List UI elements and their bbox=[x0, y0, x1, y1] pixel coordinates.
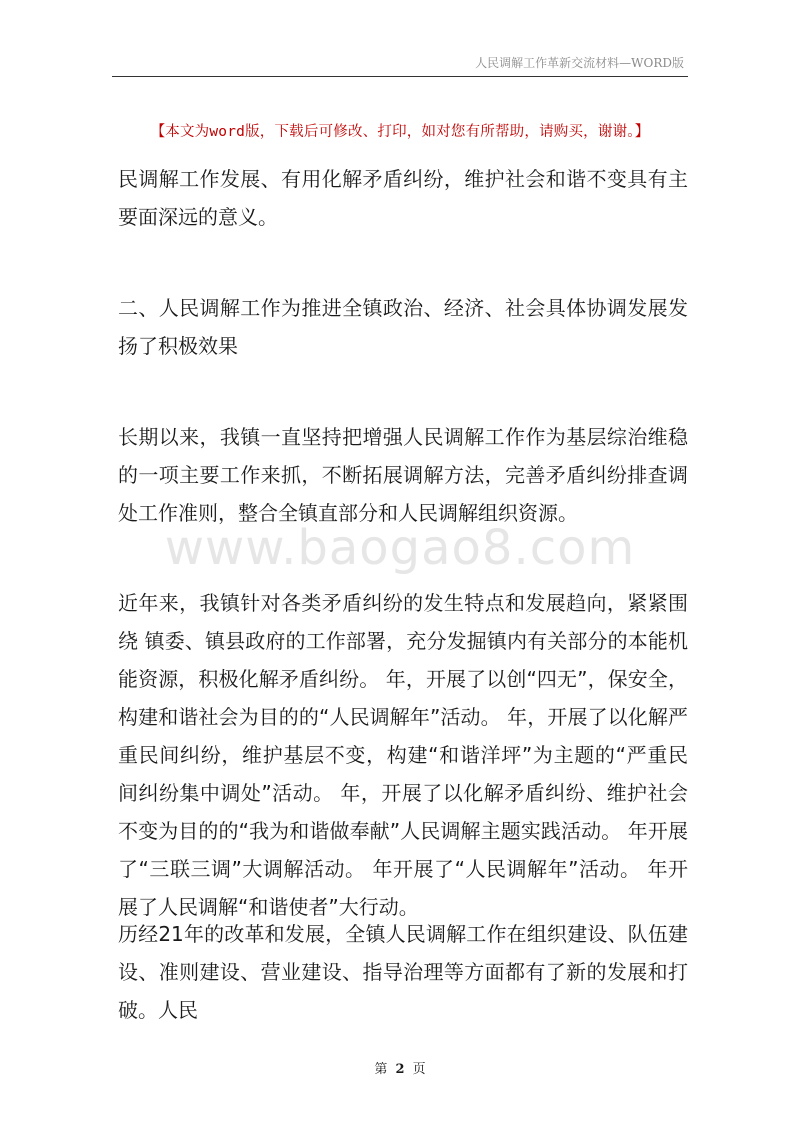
section-heading-text: 二、人民调解工作为推进全镇政治、经济、社会具体协调发展发扬了积极效果 bbox=[118, 296, 688, 358]
paragraph-text: 长期以来，我镇一直坚持把增强人民调解工作作为基层综治维稳的一项主要工作来抓，不断拓展调解方法，完善矛盾纠纷排查调处工作准则，整合全镇直部分和人民调解组织资源。 bbox=[118, 425, 688, 525]
paragraph-5 bbox=[118, 915, 688, 1029]
page-footer bbox=[0, 1058, 800, 1077]
page-number: 2 bbox=[395, 1062, 405, 1077]
watermark-text: www.baogao8.com bbox=[164, 520, 636, 576]
paragraph-text: 历经21年的改革和发展，全镇人民调解工作在组织建设、队伍建设、准则建设、营业建设、指导治理等方面都有了新的发展和打破。人民 bbox=[118, 922, 688, 1022]
paragraph-text: 近年来，我镇针对各类矛盾纠纷的发生特点和发展趋向，紧紧围绕 镇委、镇县政府的工作部署，充分发掘镇内有关部分的本能机能资源，积极化解矛盾纠纷。 年，开展了以创“四无”，保安全，构建和谐社会为目的的“人民调解年”活动。 年，开展了以化解严重民间纠纷，维护基层不变，构建“和谐洋坪”为主题的“严重民间纠纷集中调处”活动。 年，开展了以化解矛盾纠纷、维护社会不变为目的的“我为和谐做奉献”人民调解主题实践活动。 年开展了“三联三调”大调解活动。 年开展了“人民调解年”活动。 年开展了人民调解“和谐使者”大行动。 bbox=[118, 591, 688, 919]
footer-suffix: 页 bbox=[412, 1062, 426, 1077]
paragraph-4 bbox=[118, 584, 688, 926]
paragraph-1 bbox=[118, 160, 688, 236]
page-header bbox=[112, 44, 688, 77]
header-title: 人民调解工作革新交流材料—WORD版 bbox=[475, 56, 684, 70]
section-heading bbox=[118, 289, 688, 365]
download-notice: 【本文为word版，下载后可修改、打印，如对您有所帮助，请购买，谢谢。】 bbox=[150, 124, 650, 140]
paragraph-3 bbox=[118, 418, 688, 532]
paragraph-text: 民调解工作发展、有用化解矛盾纠纷，维护社会和谐不变具有主要面深远的意义。 bbox=[118, 167, 688, 229]
footer-prefix: 第 bbox=[374, 1062, 388, 1077]
